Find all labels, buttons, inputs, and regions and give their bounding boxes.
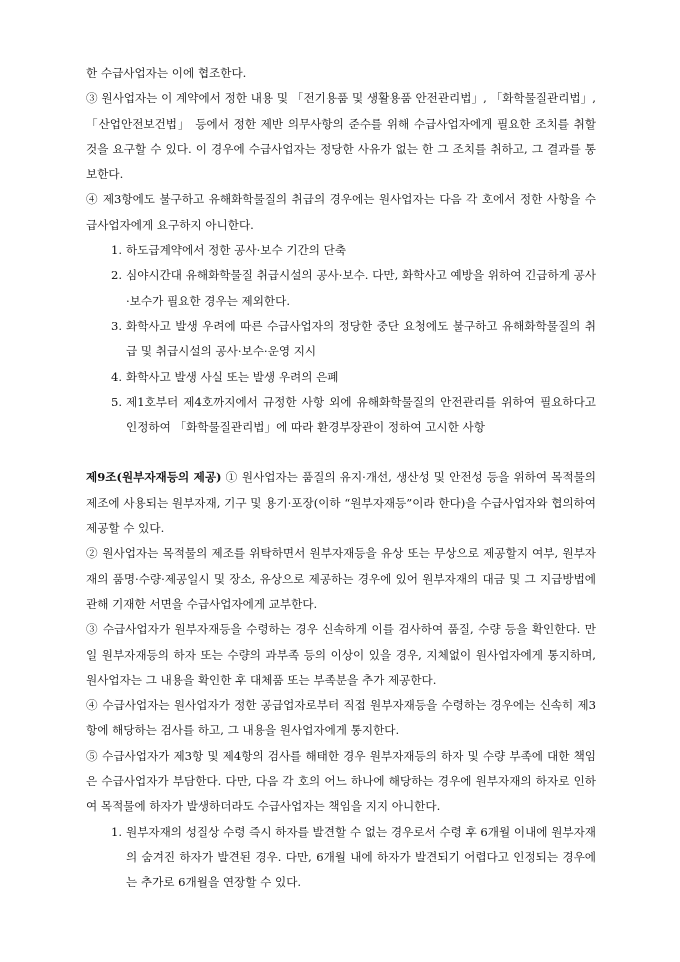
list-item-text: 원부자재의 성질상 수령 즉시 하자를 발견할 수 없는 경우로서 수령 후 6개월 이내에 원부자재의 숨겨진 하자가 발견된 경우. 다만, 6개월 내에 하자가 발견되기 어렵다고 인정되는 경우에는 추가로 6개월을 연장할 수 있다. xyxy=(126,824,596,890)
list-item xyxy=(86,263,596,314)
list-item-text: 심야시간대 유해화학물질 취급시설의 공사·보수. 다만, 화학사고 예방을 위하여 긴급하게 공사·보수가 필요한 경우는 제외한다. xyxy=(126,268,596,308)
art8-clause-4: ④ 제3항에도 불구하고 유해화학물질의 취급의 경우에는 원사업자는 다음 각 호에서 정한 사항을 수급사업자에게 요구하지 아니한다. xyxy=(86,192,596,232)
list-item-number: 4. xyxy=(111,369,123,384)
list-item xyxy=(86,820,596,896)
list-item-number: 1. xyxy=(111,243,123,258)
list-item-number: 1. xyxy=(111,824,123,839)
list-item xyxy=(86,238,596,263)
article-title: 제9조(원부자재등의 제공) xyxy=(86,470,222,485)
art9-clause-4: ④ 수급사업자는 원사업자가 정한 공급업자로부터 직접 원부자재등을 수령하는 경우에는 신속히 제3항에 해당하는 검사를 하고, 그 내용을 원사업자에게 통지한다. xyxy=(86,698,596,738)
list-item xyxy=(86,365,596,390)
list-item xyxy=(86,314,596,365)
list-item-number: 2. xyxy=(111,268,123,283)
list-item-number: 3. xyxy=(111,318,123,333)
art9-clause-3: ③ 수급사업자가 원부자재등을 수령하는 경우 신속하게 이를 검사하여 품질, 수량 등을 확인한다. 만일 원부자재등의 하자 또는 수량의 과부족 등의 이상이 있을 경우, 지체없이 원사업자에게 통지하며, 원사업자는 그 내용을 확인한 후 대체품 또는 부족분을 추가 제공한다. xyxy=(86,622,596,687)
art9-clause-2: ② 원사업자는 목적물의 제조를 위탁하면서 원부자재등을 유상 또는 무상으로 제공할지 여부, 원부자재의 품명·수량·제공일시 및 장소, 유상으로 제공하는 경우에 있어 원부자재의 대금 및 그 지급방법에 관해 기재한 서면을 수급사업자에게 교부한다. xyxy=(86,546,596,611)
art8-clause-3: ③ 원사업자는 이 계약에서 정한 내용 및 「전기용품 및 생활용품 안전관리법」, 「화학물질관리법」, 「산업안전보건법」 등에서 정한 제반 의무사항의 준수를 위해 수급사업자에게 필요한 조치를 취할 것을 요구할 수 있다. 이 경우에 수급사업자는 정당한 사유가 없는 한 그 조치를 취하고, 그 결과를 통보한다. xyxy=(86,91,596,182)
section-spacer xyxy=(86,440,596,465)
list-item xyxy=(86,390,596,441)
art9-clause-1 xyxy=(86,465,596,541)
art9-clause-5: ⑤ 수급사업자가 제3항 및 제4항의 검사를 해태한 경우 원부자재등의 하자 및 수량 부족에 대한 책임은 수급사업자가 부담한다. 다만, 다음 각 호의 어느 하나에 해당하는 경우에 원부자재의 하자로 인하여 목적물에 하자가 발생하더라도 수급사업자는 책임을 지지 아니한다. xyxy=(86,748,596,814)
list-item-text: 제1호부터 제4호까지에서 규정한 사항 외에 유해화학물질의 안전관리를 위하여 필요하다고 인정하여 「화학물질관리법」에 따라 환경부장관이 정하여 고시한 사항 xyxy=(126,394,596,435)
list-item-number: 5. xyxy=(111,394,123,409)
list-item-text: 하도급계약에서 정한 공사·보수 기간의 단축 xyxy=(126,243,347,258)
art8-tail-paragraph: 한 수급사업자는 이에 협조한다. xyxy=(86,66,247,80)
art8-clause-4-list xyxy=(86,238,596,440)
art9-clause-5-list xyxy=(86,820,596,896)
art9-clause-1-text: ① 원사업자는 품질의 유지·개선, 생산성 및 안전성 등을 위하여 목적물의 제조에 사용되는 원부자재, 기구 및 용기·포장(이하 “원부자재등”이라 한다)을 수급사업자와 협의하여 제공할 수 있다. xyxy=(86,470,596,536)
list-item-text: 화학사고 발생 사실 또는 발생 우려의 은폐 xyxy=(126,369,339,384)
list-item-text: 화학사고 발생 우려에 따른 수급사업자의 정당한 중단 요청에도 불구하고 유해화학물질의 취급 및 취급시설의 공사·보수·운영 지시 xyxy=(126,318,596,359)
